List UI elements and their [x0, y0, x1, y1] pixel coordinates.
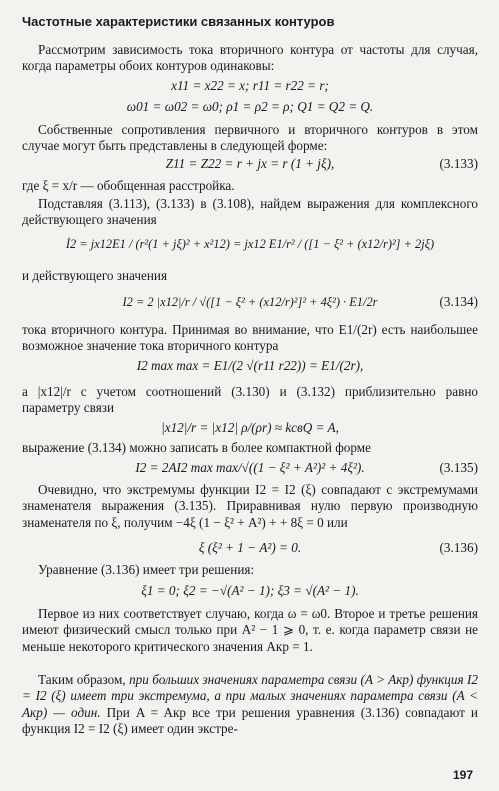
paragraph-10: Уравнение (3.136) имеет три решения: [38, 562, 255, 577]
paragraph-12-emphasis: при больших значениях параметра связи (A > Aкр) функция I2 = I2 (ξ) имеет три экстремума, а при малых значениях параметра связи (A < Aкр) — один. [22, 672, 478, 720]
equation-3-136: ξ (ξ² + 1 − A²) = 0. [198, 540, 302, 555]
page-number: 197 [452, 768, 473, 782]
equation-params-2: ω01 = ω02 = ω0; ρ1 = ρ2 = ρ; Q1 = Q2 = Q. [126, 99, 374, 114]
paragraph-4: Подставляя (3.113), (3.133) в (3.108), найдем выражения для комплексного действующего значения [22, 196, 478, 228]
equation-3-136-row [22, 540, 478, 556]
equation-coupling-parameter: |x12|/r = |x12| ρ/(ρr) ≈ kсвQ = A, [161, 420, 339, 435]
equation-3-133: Z11 = Z22 = r + jx = r (1 + jξ), [165, 156, 335, 171]
paragraph-5: и действующего значения [22, 268, 168, 283]
equation-3-134-row [22, 294, 478, 310]
equation-3-135-row [22, 460, 478, 476]
equation-3-133-row [22, 156, 478, 172]
equation-max-current: I2 max max = E1/(2 √(r11 r22)) = E1/(2r), [136, 358, 364, 373]
equation-solutions: ξ1 = 0; ξ2 = −√(A² − 1); ξ3 = √(A² − 1). [141, 583, 359, 598]
paragraph-2: Собственные сопротивления первичного и вторичного контуров в этом случае могут быть представлены в следующей форме: [22, 122, 478, 154]
paragraph-9: Очевидно, что экстремумы функции I2 = I2 (ξ) совпадают с экстремумами знаменателя выражения (3.135). Приравнивая нулю первую производную знаменателя по ξ, получим −4ξ (1 − ξ² + A²) + + 8ξ = 0 или [22, 482, 478, 530]
equation-3-134: I2 = 2 |x12|/r / √([1 − ξ² + (x12/r)²]² + 4ξ²) · E1/2r [122, 295, 378, 309]
paragraph-8: выражение (3.134) можно записать в более компактной форме [22, 440, 371, 455]
paragraph-12 [22, 672, 478, 738]
paragraph-12-tail: При A = Aкр все три решения уравнения (3.136) совпадают и функция I2 = I2 (ξ) имеет один экстре- [22, 704, 478, 737]
paragraph-3: где ξ = x/r — обобщенная расстройка. [22, 178, 235, 193]
paragraph-6: тока вторичного контура. Принимая во внимание, что E1/(2r) есть наибольшее возможное значение тока вторичного контура [22, 322, 478, 354]
equation-number-3-135: (3.135) [439, 460, 478, 475]
equation-params-1: x11 = x22 = x; r11 = r22 = r; [171, 78, 329, 93]
equation-number-3-136: (3.136) [439, 540, 478, 555]
paragraph-1: Рассмотрим зависимость тока вторичного контура от частоты для случая, когда параметры обоих контуров одинаковы: [22, 42, 478, 74]
equation-number-3-134: (3.134) [439, 294, 478, 309]
equation-number-3-133: (3.133) [439, 156, 478, 171]
paragraph-12-lead: Таким образом, [38, 672, 130, 687]
equation-complex-current: İ2 = jx12E1 / (r²(1 + jξ)² + x²12) = jx12 E1/r² / ([1 − ξ² + (x12/r)²] + 2jξ) [65, 237, 435, 251]
section-title: Частотные характеристики связанных контуров [22, 14, 335, 29]
paragraph-7: а |x12|/r с учетом соотношений (3.130) и (3.132) приблизительно равно параметру связи [22, 384, 478, 416]
equation-3-135: I2 = 2AI2 max max/√((1 − ξ² + A²)² + 4ξ²). [135, 460, 365, 475]
paragraph-11: Первое из них соответствует случаю, когда ω = ω0. Второе и третье решения имеют физический смысл только при A² − 1 ⩾ 0, т. е. когда параметр связи не меньше некоторого критического значения Aкр = 1. [22, 606, 478, 654]
